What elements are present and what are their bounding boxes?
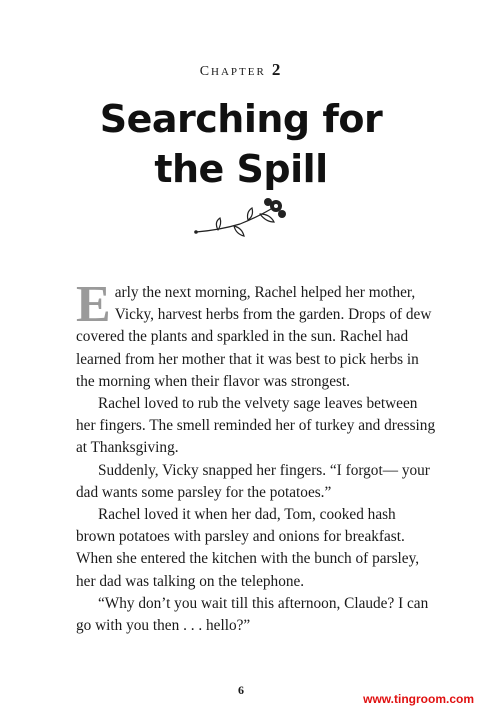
paragraph-4: Rachel loved it when her dad, Tom, cooked hash brown potatoes with parsley and onions for breakfast. When she entered the kitchen with the bunch of parsley, her dad was talking on the telephone. bbox=[76, 506, 420, 590]
chapter-label-initial: C bbox=[199, 64, 212, 79]
chapter-title-line-1: Searching for bbox=[99, 97, 383, 141]
watermark: www.tingroom.com bbox=[363, 692, 474, 706]
chapter-title-line-2: the Spill bbox=[154, 147, 328, 191]
page-number: 6 bbox=[238, 683, 244, 697]
paragraph-2: Rachel loved to rub the velvety sage leaves between her fingers. The smell reminded her of turkey and dressing at Thanksgiving. bbox=[76, 395, 436, 457]
chapter-label-rest: HAPTER bbox=[211, 66, 266, 78]
chapter-label bbox=[0, 60, 482, 80]
drop-cap: E bbox=[76, 276, 111, 333]
chapter-title bbox=[0, 94, 482, 194]
paragraph-1-text: arly the next morning, Rachel helped her mother, Vicky, harvest herbs from the garden. Drops of dew covered the plants and sparkled in the sun. Rachel had learned from her mother that it was best to pick herbs in the morning when their flavor was strongest. bbox=[76, 284, 432, 390]
paragraph-1 bbox=[76, 276, 436, 393]
paragraph-5: “Why don’t you wait till this afternoon, Claude? I can go with you then . . . hello?” bbox=[76, 594, 429, 635]
body-text bbox=[76, 276, 436, 637]
paragraph-3: Suddenly, Vicky snapped her fingers. “I forgot— your dad wants some parsley for the potatoes.” bbox=[76, 461, 430, 501]
flower-sprig-icon bbox=[190, 196, 290, 242]
chapter-number: 2 bbox=[271, 60, 283, 79]
